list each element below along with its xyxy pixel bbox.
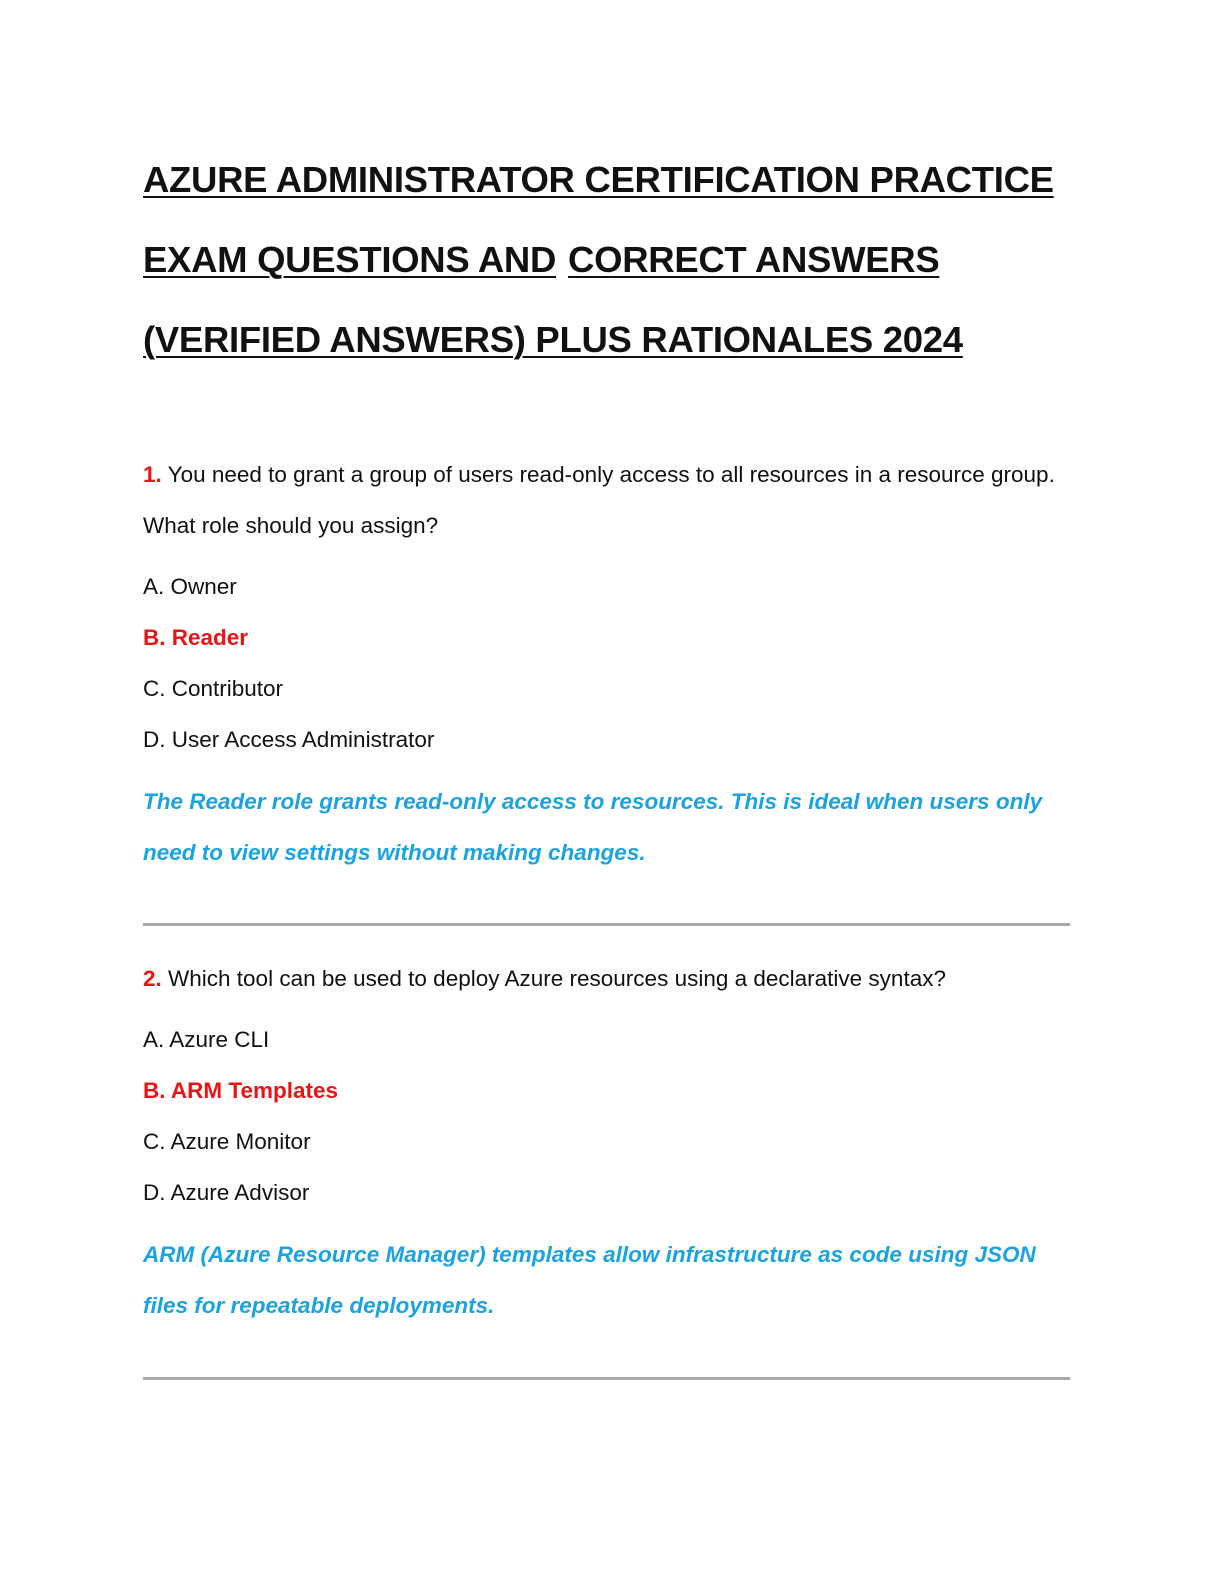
question-1-option-c: C. Contributor (143, 676, 284, 701)
question-1-options (143, 561, 1078, 765)
title-line-1 (143, 140, 1078, 220)
title-line-1-text: AZURE ADMINISTRATOR CERTIFICATION PRACTICE (143, 159, 1054, 200)
divider-2 (143, 1377, 1070, 1380)
question-2-text (143, 953, 1078, 1004)
question-1-option-d: D. User Access Administrator (143, 727, 435, 752)
question-1-rationale: The Reader role grants read-only access to resources. This is ideal when users only need to view settings without making changes. (143, 789, 1043, 865)
question-2 (143, 953, 1078, 1331)
divider-1 (143, 923, 1070, 926)
question-2-rationale: ARM (Azure Resource Manager) templates allow infrastructure as code using JSON files for repeatable deployments. (143, 1242, 1036, 1318)
question-1 (143, 449, 1078, 878)
title-line-2 (143, 220, 1078, 300)
question-1-number: 1. (143, 462, 162, 487)
title-line-3 (143, 300, 1078, 380)
question-2-option-a: A. Azure CLI (143, 1027, 270, 1052)
question-1-text (143, 449, 1078, 551)
question-2-option-c: C. Azure Monitor (143, 1129, 311, 1154)
document-title (143, 140, 1078, 380)
title-line-2a-text: EXAM QUESTIONS AND (143, 239, 557, 280)
question-2-body: Which tool can be used to deploy Azure resources using a declarative syntax? (168, 966, 946, 991)
question-2-options (143, 1014, 1078, 1218)
question-1-option-b-correct: B. Reader (143, 625, 249, 650)
question-1-body: You need to grant a group of users read-only access to all resources in a resource group. What role should you assign? (143, 462, 1055, 538)
question-2-option-d: D. Azure Advisor (143, 1180, 310, 1205)
title-line-2b-text: CORRECT ANSWERS (568, 239, 940, 280)
title-line-3-text: (VERIFIED ANSWERS) PLUS RATIONALES 2024 (143, 319, 963, 360)
question-2-option-b-correct: B. ARM Templates (143, 1078, 339, 1103)
question-1-option-a: A. Owner (143, 574, 237, 599)
question-2-number: 2. (143, 966, 162, 991)
